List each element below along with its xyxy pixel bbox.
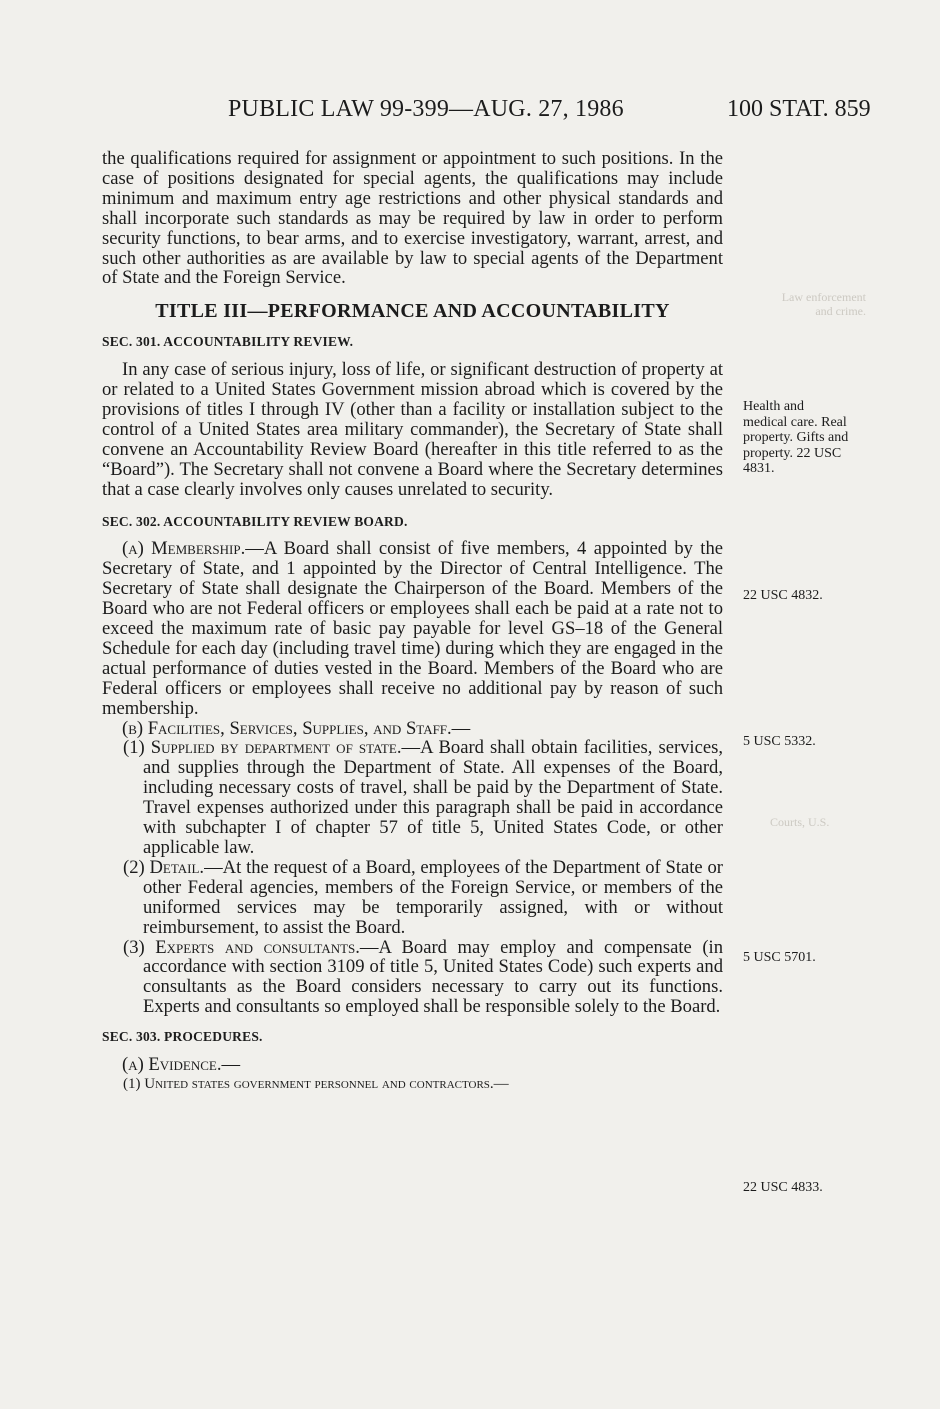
paragraph-b3 bbox=[102, 938, 723, 1018]
margin-note: 5 USC 5332. bbox=[743, 734, 816, 749]
title-heading: TITLE III—PERFORMANCE AND ACCOUNTABILITY bbox=[155, 300, 670, 323]
subsection-label: (b) Facilities, Services, Supplies, and Staff.— bbox=[122, 717, 471, 739]
paragraph-label: (2) Detail. bbox=[123, 856, 205, 878]
margin-note: Health and medical care. Real property. Gifts and property. 22 USC 4831. bbox=[743, 399, 849, 476]
section-heading: SEC. 302. ACCOUNTABILITY REVIEW BOARD. bbox=[102, 513, 408, 529]
section-heading: SEC. 303. PROCEDURES. bbox=[102, 1029, 263, 1045]
margin-note: 5 USC 5701. bbox=[743, 950, 816, 965]
paragraph-text: —At the request of a Board, employees of the Department of State or other Federal agencies, members of the Foreign Service, or members of the uniformed services may be temporarily assigned, with or without reimbursement, to assist the Board. bbox=[143, 856, 723, 938]
body-text bbox=[102, 149, 723, 1095]
paragraph-text: —A Board shall obtain facilities, services, and supplies through the Department of State. All expenses of the Board, including necessary costs of travel, shall be paid by the Department of State. Travel expenses authorized under this paragraph shall be paid in accordance with subchapter I of chapter 57 of title 5, United States Code, or other applicable law. bbox=[143, 737, 723, 858]
subsection-text: —A Board shall consist of five members, 4 appointed by the Secretary of State, and 1 appointed by the Director of Central Intelligence. The Secretary of State shall designate the Chairperson of the Board. Members of the Board who are not Federal officers or employees shall each be paid at a rate not to exceed the maximum rate of basic pay payable for level GS–18 of the General Schedule for each day (including travel time) during which they are engaged in the actual performance of duties vested in the Board. Members of the Board who are Federal officers or employees shall receive no additional pay by reason of such membership. bbox=[102, 538, 723, 719]
subsection-a bbox=[102, 539, 723, 718]
paragraph-b2 bbox=[102, 858, 723, 938]
paragraph-label: (1) Supplied by department of state. bbox=[123, 737, 402, 759]
paragraph-c1 bbox=[102, 1075, 723, 1095]
paragraph-label: (1) United states government personnel and contractors.— bbox=[123, 1075, 509, 1092]
paragraph-b1 bbox=[102, 738, 723, 857]
section-heading: SEC. 301. ACCOUNTABILITY REVIEW. bbox=[102, 334, 354, 350]
subsection-evidence bbox=[102, 1055, 723, 1075]
bleed-through-note: Law enforcement and crime. bbox=[781, 290, 866, 318]
subsection-b bbox=[102, 719, 723, 739]
paragraph-label: (3) Experts and consultants. bbox=[123, 936, 360, 958]
margin-note: 22 USC 4832. bbox=[743, 588, 823, 603]
running-title: PUBLIC LAW 99-399—AUG. 27, 1986 bbox=[228, 96, 624, 122]
subsection-label: (a) Evidence.— bbox=[122, 1054, 241, 1076]
subsection-label: (a) Membership. bbox=[122, 538, 246, 560]
margin-note: 22 USC 4833. bbox=[743, 1180, 823, 1195]
bleed-through-note: Courts, U.S. bbox=[770, 815, 830, 829]
paragraph-text: —A Board may employ and compensate (in accordance with section 3109 of title 5, United States Code) such experts and consultants as the Board considers necessary to carry out its functions. Experts and consultants so employed shall be responsible solely to the Board. bbox=[143, 936, 723, 1018]
paragraph-continuation: the qualifications required for assignment or appointment to such positions. In the case of positions designated for special agents, the qualifications may include minimum and maximum entry age restrictions and other physical standards and shall incorporate such standards as may be required by law in order to perform security functions, to bear arms, and to exercise investigatory, warrant, arrest, and such other authorities as are available by law to special agents of the Department of State and the Foreign Service. bbox=[102, 148, 723, 289]
paragraph: In any case of serious injury, loss of life, or significant destruction of property at or related to a United States Government mission abroad which is covered by the provisions of titles I through IV (other than a facility or installation subject to the control of a United States area military commander), the Secretary of State shall convene an Accountability Review Board (hereafter in this title referred to as the “Board”). The Secretary shall not convene a Board where the Secretary determines that a case clearly involves only causes unrelated to security. bbox=[102, 359, 723, 500]
page-header bbox=[0, 96, 940, 130]
stat-page-number: 100 STAT. 859 bbox=[727, 96, 871, 122]
